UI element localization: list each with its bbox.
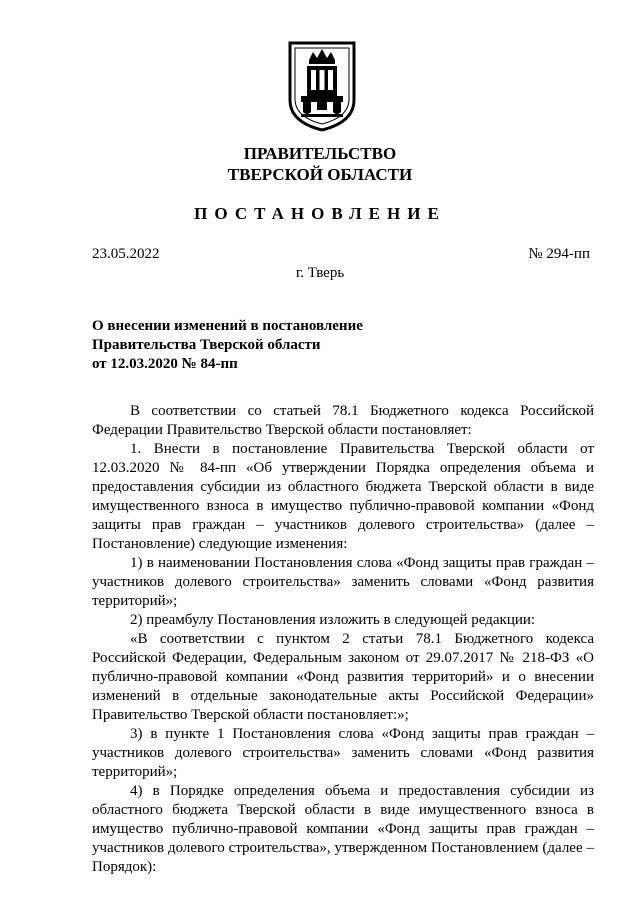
- body-paragraph-3: 1) в наименовании Постановления слова «Фонд защиты прав граждан – участников долевого строительства» заменить словами «Фонд развития территорий»;: [92, 555, 594, 609]
- org-name-line2: ТВЕРСКОЙ ОБЛАСТИ: [227, 165, 413, 184]
- title-line3: от 12.03.2020 № 84-пп: [92, 356, 238, 372]
- title-line2: Правительства Тверской области: [92, 337, 321, 353]
- document-title: [92, 317, 412, 374]
- document-body: [92, 402, 594, 877]
- body-paragraph-6: 3) в пункте 1 Постановления слова «Фонд защиты прав граждан – участников долевого строительства» заменить словами «Фонд развития территорий»;: [92, 726, 594, 780]
- document-date: 23.05.2022: [92, 246, 160, 262]
- tver-coat-of-arms-icon: [287, 40, 357, 132]
- body-paragraph-4: 2) преамбулу Постановления изложить в следующей редакции:: [130, 612, 536, 628]
- body-paragraph-2: 1. Внести в постановление Правительства Тверской области от 12.03.2020 № 84-пп «Об утверждении Порядка определения объема и предоставления субсидии из областного бюджета Тверской области в виде имущественного взноса в имущество публично-правовой компании «Фонд защиты прав граждан – участников долевого строительства» (далее – Постановление) следующие изменения:: [92, 441, 594, 552]
- org-name-line1: ПРАВИТЕЛЬСТВО: [243, 144, 397, 163]
- body-paragraph-1: В соответствии со статьей 78.1 Бюджетного кодекса Российской Федерации Правительство Тверской области постановляет:: [92, 403, 594, 438]
- body-paragraph-5: «В соответствии с пунктом 2 статьи 78.1 Бюджетного кодекса Российской Федерации, Федеральным законом от 29.07.2017 № 218-ФЗ «О публично-правовой компании «Фонд развития территорий» и о внесении изменений в отдельные законодательные акты Российской Федерации» Правительство Тверской области постановляет:»;: [92, 631, 594, 723]
- title-line1: О внесении изменений в постановление: [92, 318, 363, 334]
- document-number: № 294-пп: [528, 246, 590, 262]
- document-type: ПОСТАНОВЛЕНИЕ: [194, 204, 446, 223]
- document-city: г. Тверь: [295, 265, 345, 281]
- body-paragraph-7: 4) в Порядке определения объема и предоставления субсидии из областного бюджета Тверской области в виде имущественного взноса в имущество публично-правовой компании «Фонд защиты прав граждан – участников долевого строительства», утвержденном Постановлением (далее – Порядок):: [92, 783, 594, 875]
